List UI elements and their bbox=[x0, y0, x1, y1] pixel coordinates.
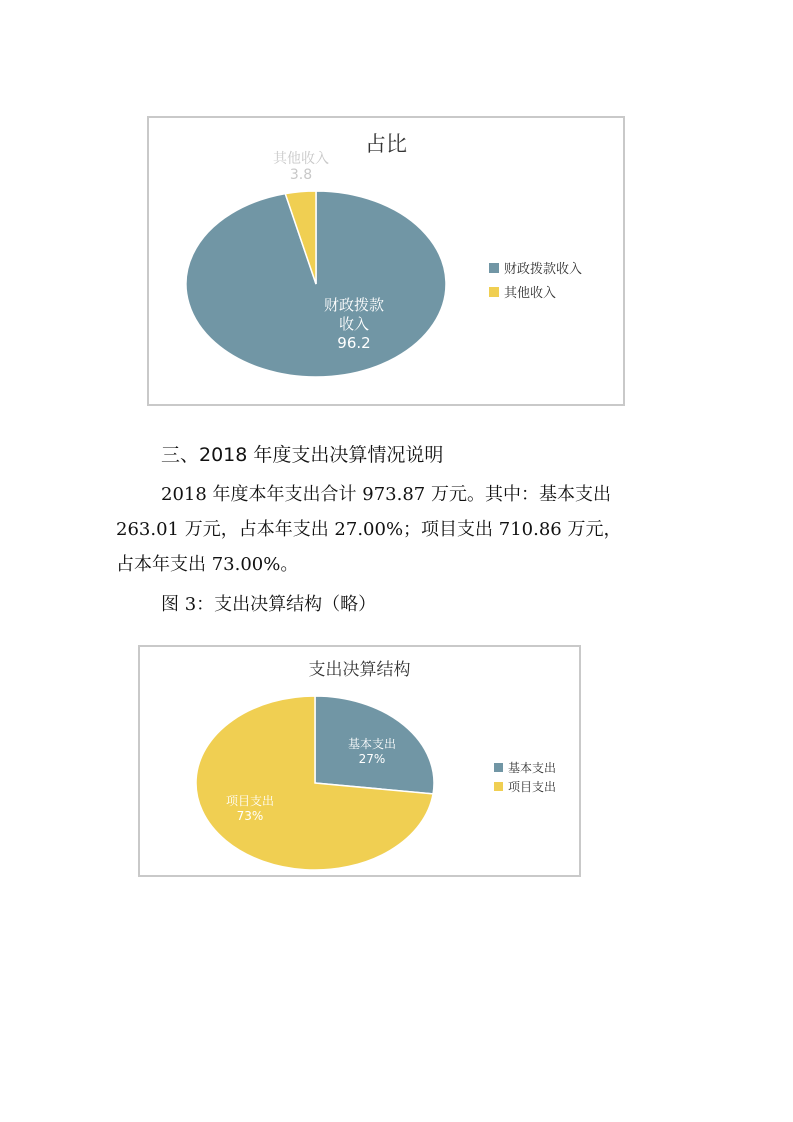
slice-label: 其他收入 bbox=[273, 151, 329, 167]
paragraph-line: 263.01 万元，占本年支出 27.00%；项目支出 710.86 万元， bbox=[116, 519, 622, 540]
legend-swatch bbox=[489, 287, 499, 297]
chart-title: 占比 bbox=[365, 132, 407, 156]
slice-label: 3.8 bbox=[289, 167, 313, 183]
slice-label: 收入 bbox=[338, 315, 370, 333]
legend-item-other bbox=[489, 282, 582, 301]
slice-label: 财政拨款 bbox=[323, 296, 385, 314]
paragraph-line: 占本年支出 73.00%。 bbox=[116, 554, 299, 575]
chart-legend bbox=[489, 258, 582, 301]
expenditure-structure-chart bbox=[138, 645, 581, 877]
legend-item-fiscal bbox=[489, 258, 582, 277]
slice-label: 96.2 bbox=[337, 334, 371, 352]
legend-label: 项目支出 bbox=[508, 780, 557, 794]
legend-swatch bbox=[489, 263, 499, 273]
legend-label: 其他收入 bbox=[504, 286, 557, 301]
section-heading: 三、2018 年度支出决算情况说明 bbox=[161, 444, 444, 466]
legend-swatch bbox=[494, 763, 503, 772]
legend-label: 财政拨款收入 bbox=[504, 262, 583, 277]
slice-label: 基本支出 bbox=[347, 737, 397, 751]
legend-item-project bbox=[494, 778, 556, 795]
slice-label: 项目支出 bbox=[225, 794, 275, 808]
legend-item-basic bbox=[494, 759, 556, 776]
legend-label: 基本支出 bbox=[508, 761, 557, 775]
legend-swatch bbox=[494, 782, 503, 791]
chart-legend bbox=[494, 759, 556, 795]
paragraph-line: 2018 年度本年支出合计 973.87 万元。其中：基本支出 bbox=[161, 484, 611, 505]
income-share-chart bbox=[147, 116, 625, 406]
slice-label: 27% bbox=[358, 752, 386, 766]
chart-title: 支出决算结构 bbox=[308, 660, 411, 680]
slice-label: 73% bbox=[236, 809, 264, 823]
figure-caption: 图 3：支出决算结构（略） bbox=[161, 594, 377, 615]
